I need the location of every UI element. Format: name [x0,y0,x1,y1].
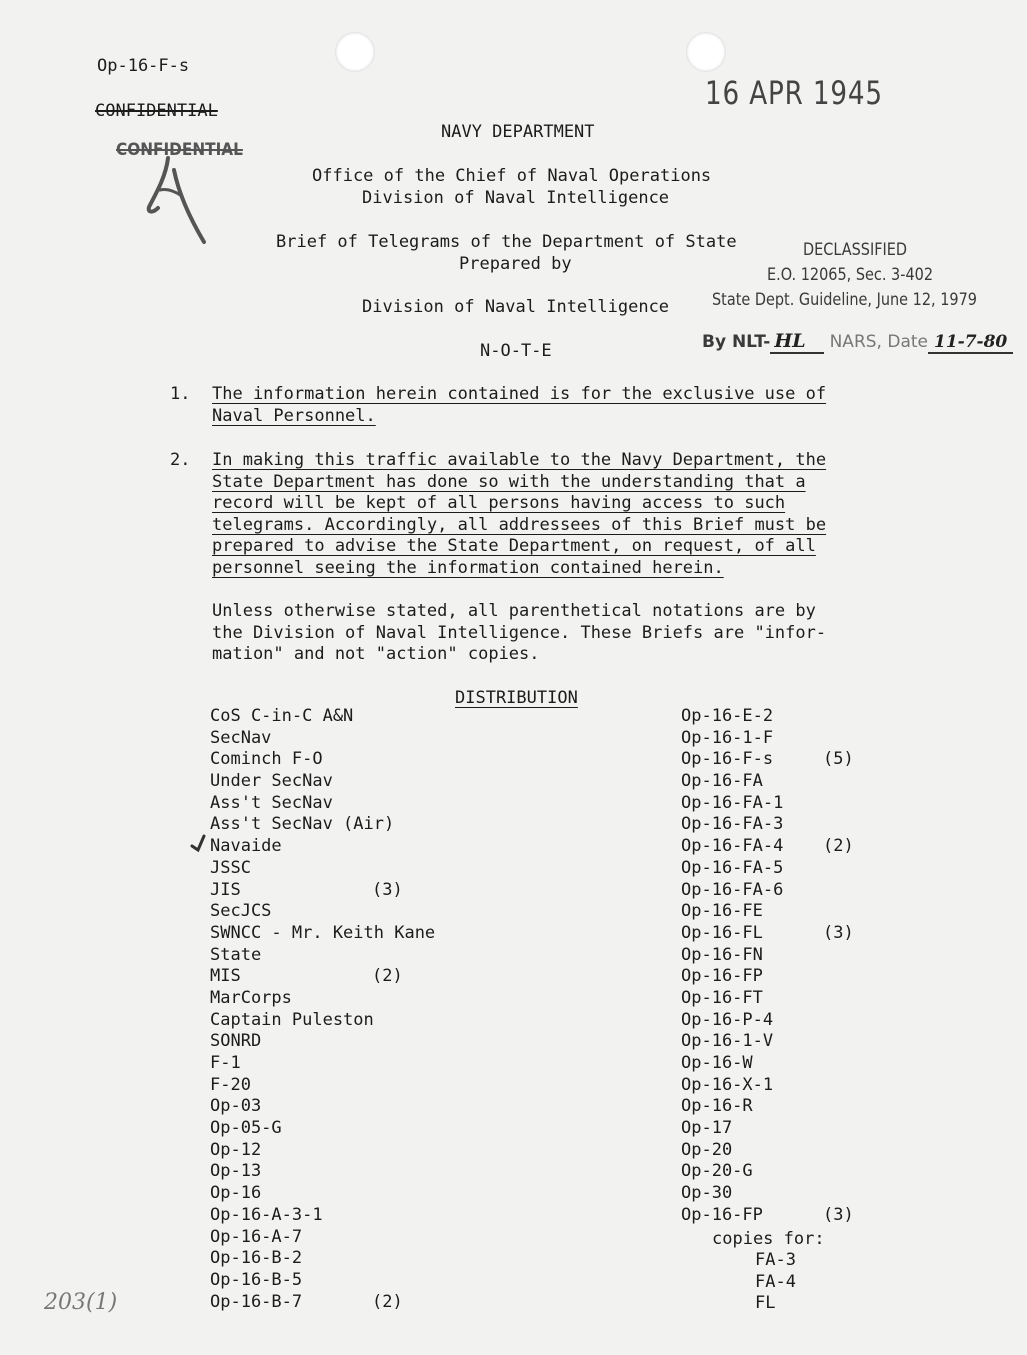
distribution-right-name: Op-16-1-V [681,1031,774,1052]
distribution-left-item [210,1096,470,1118]
distribution-left-item [210,1075,470,1097]
distribution-right-name: Op-16-FA-6 [681,879,784,900]
check-mark-icon [188,834,210,858]
distribution-left-item [210,1161,470,1183]
brief-line-1: Brief of Telegrams of the Department of State [276,232,737,252]
brief-line-3: Division of Naval Intelligence [362,297,670,317]
distribution-right-item [681,793,881,815]
distribution-left-name: Under SecNav [210,771,333,792]
distribution-right-item [681,858,881,880]
distribution-right-name: Op-16-F-s [681,749,774,770]
distribution-right-item [681,771,881,793]
distribution-right-name: Op-16-1-F [681,727,774,748]
distribution-right-name: Op-16-FE [681,901,763,922]
distribution-left-count: (2) [372,1291,403,1312]
distribution-left-name: Navaide [210,836,282,857]
distribution-right-name: Op-16-FA-5 [681,857,784,878]
distribution-left-name: Op-16-B-5 [210,1269,303,1290]
distribution-left-item [210,966,470,988]
file-reference: Op-16-F-s [97,56,190,76]
distribution-right-name: Op-16-FN [681,944,763,965]
distribution-left-item [210,1270,470,1292]
distribution-left-item [210,1292,470,1314]
distribution-left-name: JSSC [210,857,251,878]
note-number-1: 1. [170,384,191,404]
distribution-right-item [681,880,881,902]
distribution-left-item [210,1227,470,1249]
distribution-right-item [681,901,881,923]
distribution-right-item [681,1096,881,1118]
distribution-right-name: Op-16-P-4 [681,1009,774,1030]
distribution-left-name: State [210,944,262,965]
note-heading: N-O-T-E [480,341,552,361]
distribution-left-item [210,858,470,880]
distribution-right-count: (3) [823,922,854,943]
distribution-right-name: Op-16-FA-4 [681,836,784,857]
distribution-left-name: Op-12 [210,1139,262,1160]
declassified-title: DECLASSIFIED [803,240,908,260]
declassified-nars-label: NARS, Date [829,332,928,352]
handwritten-initial-icon [138,150,218,250]
distribution-right-name: Op-16-FT [681,987,763,1008]
distribution-right-item [681,1031,881,1053]
distribution-left-name: Op-16-A-7 [210,1226,303,1247]
declassified-date: 11-7-80 [928,332,1013,354]
note-number-2: 2. [170,450,191,470]
distribution-left-item [210,923,470,945]
distribution-left-name: F-20 [210,1074,251,1095]
distribution-left-name: Op-16-A-3-1 [210,1204,323,1225]
distribution-left-name: SecNav [210,727,272,748]
copies-for-item: FA-3 [755,1250,796,1270]
distribution-left-name: JIS [210,879,241,900]
distribution-right-item [681,966,881,988]
distribution-left-item [210,1118,470,1140]
punch-hole-right [686,32,726,72]
distribution-left-item [210,1031,470,1053]
copies-for-item: FA-4 [755,1271,796,1292]
distribution-left-name: Cominch F-O [210,749,323,770]
distribution-left-name: SecJCS [210,901,272,922]
distribution-right-item [681,749,881,771]
distribution-right-item [681,706,881,728]
distribution-left-count: (3) [372,879,403,900]
note-text-1: The information herein contained is for the exclusive use of Naval Personnel. [212,384,827,426]
note-item-1 [170,384,857,427]
distribution-left-name: Captain Puleston [210,1009,374,1030]
distribution-left-item [210,945,470,967]
distribution-left-name: Op-13 [210,1161,262,1182]
distribution-left-name: F-1 [210,1053,241,1073]
distribution-left-item [210,836,470,858]
distribution-right-item [681,1118,881,1140]
distribution-right-item [681,1183,881,1205]
declassified-authority: E.O. 12065, Sec. 3-402 [767,265,934,285]
distribution-right-name: Op-30 [681,1183,733,1204]
distribution-right-name: Op-16-FA [681,771,763,792]
distribution-right-name: Op-16-FP [681,1204,763,1225]
distribution-left-item [210,749,470,771]
note-item-2 [170,450,857,579]
distribution-left-count: (2) [372,966,403,987]
distribution-right-count: (3) [823,1204,854,1225]
date-stamp: 16 APR 1945 [705,74,883,112]
distribution-right-item [681,1010,881,1032]
distribution-left-name: Op-05-G [210,1118,282,1139]
distribution-left-item [210,1183,470,1205]
distribution-right-count: (5) [823,749,854,770]
distribution-right-name: Op-16-E-2 [681,706,774,726]
distribution-right-item [681,1161,881,1183]
distribution-left-item [210,1248,470,1270]
distribution-right-name: Op-17 [681,1118,733,1139]
copies-for-list [755,1250,796,1315]
distribution-left-name: Ass't SecNav (Air) [210,814,395,835]
distribution-left-name: MarCorps [210,987,292,1008]
distribution-left-item [210,1010,470,1032]
punch-hole-left [335,32,375,72]
declassified-by-line [702,330,1020,352]
distribution-right-name: Op-16-FA-1 [681,792,784,813]
brief-line-2: Prepared by [459,254,572,274]
distribution-left-name: Op-03 [210,1096,262,1117]
handwritten-corner-note: 203(1) [44,1290,118,1315]
distribution-left-name: Ass't SecNav [210,792,333,813]
classification-struck-stamp: CONFIDENTIAL [116,140,243,160]
distribution-right-item [681,1140,881,1162]
declassified-guideline: State Dept. Guideline, June 12, 1979 [712,290,978,310]
distribution-right-item [681,728,881,750]
distribution-left-item [210,793,470,815]
distribution-left-name: SWNCC - Mr. Keith Kane [210,922,436,943]
copies-for-label: copies for: [712,1229,825,1249]
distribution-left-item [210,814,470,836]
distribution-right-item [681,814,881,836]
distribution-left-name: Op-16 [210,1183,262,1204]
distribution-left-item [210,1053,470,1075]
distribution-right-item [681,836,881,858]
distribution-left-item [210,1205,470,1227]
distribution-left-name: MIS [210,966,241,987]
declassified-by-label: By NLT- [702,332,771,352]
distribution-left-name: SONRD [210,1031,262,1052]
distribution-left-item [210,901,470,923]
distribution-right-item [681,1075,881,1097]
distribution-right-name: Op-16-W [681,1053,753,1073]
distribution-right-item [681,945,881,967]
distribution-left-item [210,1140,470,1162]
declassified-initials: HL [770,330,823,354]
copies-for-item: FL [755,1293,776,1314]
distribution-right-item [681,988,881,1010]
distribution-right-name: Op-16-R [681,1096,753,1117]
distribution-left-item [210,988,470,1010]
office-line-2: Division of Naval Intelligence [362,188,670,208]
distribution-right-name: Op-16-X-1 [681,1074,774,1095]
distribution-right-count: (2) [823,836,854,857]
parenthetical-note: Unless otherwise stated, all parenthetical notations are by the Division of Naval Intelligence. These Briefs are "infor- mation" and not "action" copies. [212,601,827,664]
distribution-left-item [210,706,470,728]
distribution-left-list [210,706,470,1313]
distribution-heading: DISTRIBUTION [455,688,578,708]
distribution-right-item [681,923,881,945]
distribution-right-name: Op-16-FA-3 [681,814,784,835]
distribution-right-name: Op-16-FP [681,966,763,987]
distribution-left-item [210,771,470,793]
distribution-left-item [210,880,470,902]
classification-struck: CONFIDENTIAL [95,101,218,121]
distribution-left-item [210,728,470,750]
distribution-right-list [681,706,881,1227]
distribution-left-name: Op-16-B-7 [210,1291,303,1312]
department-title: NAVY DEPARTMENT [441,122,595,142]
distribution-right-item [681,1205,881,1227]
distribution-right-name: Op-20 [681,1139,733,1160]
office-line-1: Office of the Chief of Naval Operations [312,166,712,186]
distribution-right-name: Op-16-FL [681,922,763,943]
distribution-left-name: Op-16-B-2 [210,1248,303,1269]
distribution-left-name: CoS C-in-C A&N [210,706,354,726]
distribution-right-item [681,1053,881,1075]
note-text-2: In making this traffic available to the Navy Department, the State Department has done so with the understanding that a record will be kept of all persons having access to such telegrams. Accordingly, all addressees of this Brief must be prepared to advise the State Department, on request, of all personnel seeing the information contained herein. [212,450,827,578]
distribution-right-name: Op-20-G [681,1161,753,1182]
